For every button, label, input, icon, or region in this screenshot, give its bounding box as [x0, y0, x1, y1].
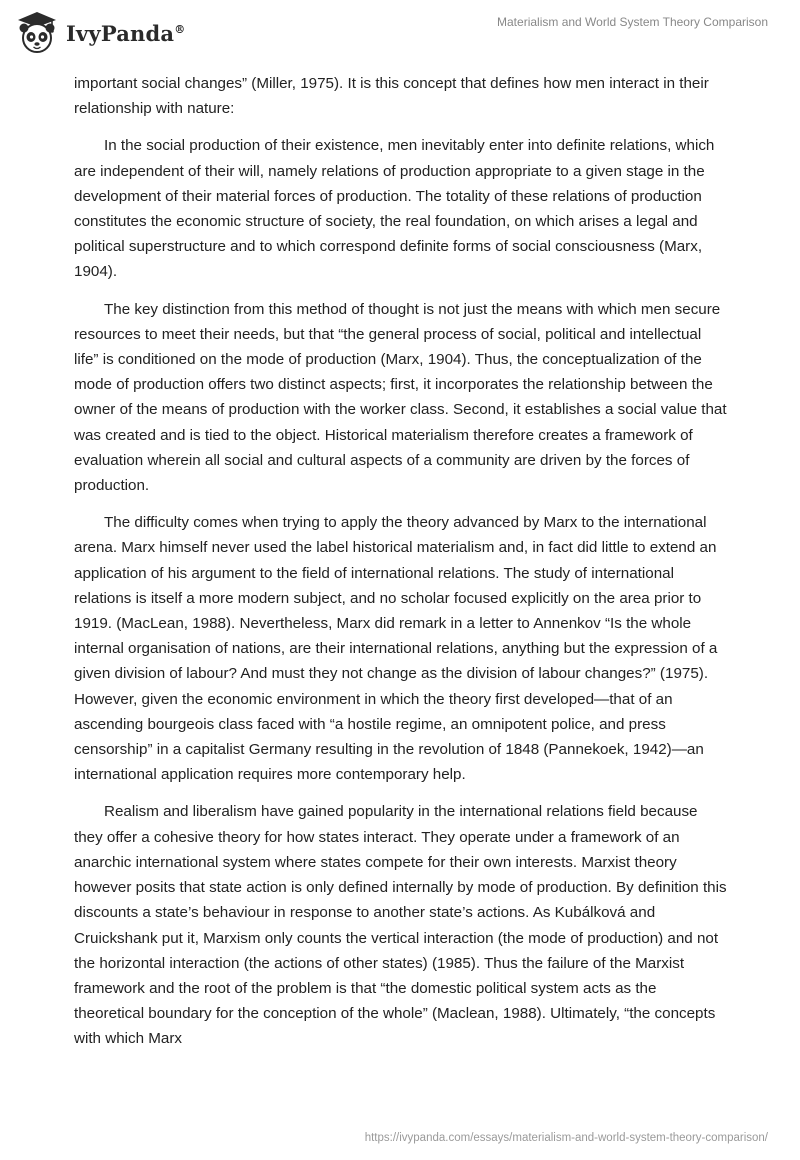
- paragraph: Realism and liberalism have gained popularity in the international relations field because they offer a cohesive theory for how states interact. They operate under a framework of an anarchic international system where states compete for their own interests. Marxist theory however posits that state action is only defined internally by mode of production. By definition this discounts a state’s behaviour in response to another state’s actions. As Kubálková and Cruickshank put it, Marxism only counts the vertical interaction (the mode of production) and not the horizontal interaction (the actions of other states) (1985). Thus the failure of the Marxist framework and the root of the problem is that “the domestic political system acts as the theoretical boundary for the conception of the whole” (Maclean, 1988). Ultimately, “the concepts with which Marx: [74, 803, 727, 1048]
- document-title: Materialism and World System Theory Comparison: [497, 15, 768, 29]
- brand-name: IvyPanda®: [66, 20, 186, 46]
- paragraph: The key distinction from this method of thought is not just the means with which men secure resources to meet their needs, but that “the general process of social, political and intellectual life” is conditioned on the mode of production (Marx, 1904). Thus, the conceptualization of the mode of production offers two distinct aspects; first, it incorporates the relationship between the owner of the means of production with the worker class. Second, it establishes a social value that was created and is tied to the object. Historical materialism therefore creates a framework of evaluation wherein all social and cultural aspects of a community are driven by the forces of production.: [74, 300, 727, 495]
- source-url[interactable]: https://ivypanda.com/essays/materialism-and-world-system-theory-comparison/: [364, 1132, 768, 1144]
- page-header: [0, 0, 800, 70]
- panda-graduate-icon: [14, 10, 60, 56]
- essay-body: [74, 71, 728, 1064]
- ivypanda-logo[interactable]: [14, 10, 185, 56]
- block-quote-paragraph: In the social production of their existence, men inevitably enter into definite relations, which are independent of their will, namely relations of production appropriate to a given stage in the development of their material forces of production. The totality of these relations of production constitutes the economic structure of society, the real foundation, on which arises a legal and political superstructure and to which correspond definite forms of social consciousness (Marx, 1904).: [74, 137, 715, 281]
- paragraph: important social changes” (Miller, 1975). It is this concept that defines how men interact in their relationship with nature:: [74, 75, 709, 118]
- paragraph: The difficulty comes when trying to apply the theory advanced by Marx to the international arena. Marx himself never used the label historical materialism and, in fact did little to extend an application of his argument to the field of international relations. The study of international relations is itself a more modern subject, and no scholar focused explicitly on the area prior to 1919. (MacLean, 1988). Nevertheless, Marx did remark in a letter to Annenkov “Is the whole internal organisation of nations, are their international relations, anything but the expression of a given division of labour? And must they not change as the division of labour changes?” (1975). However, given the economic environment in which the theory first developed—that of an ascending bourgeois class faced with “a hostile regime, an omnipotent police, and press censorship” in a capitalist Germany resulting in the revolution of 1848 (Pannekoek, 1942)—an international application requires more contemporary help.: [74, 514, 718, 784]
